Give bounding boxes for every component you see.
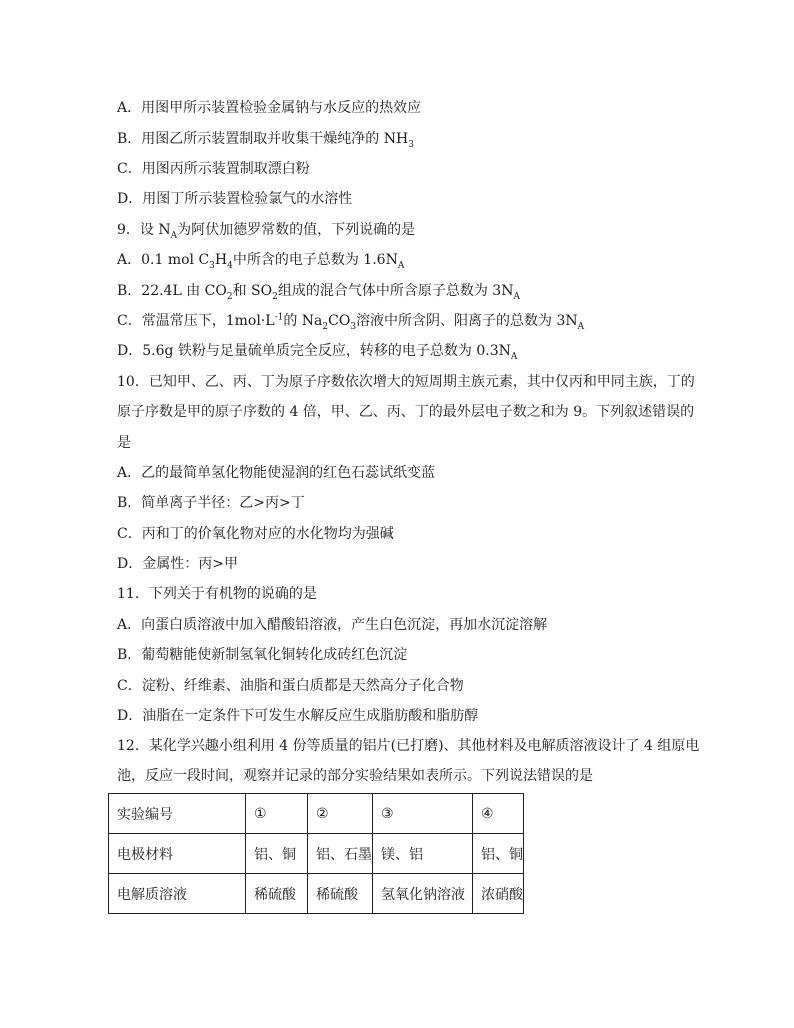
q9-option-d: D．5.6g 铁粉与足量硫单质完全反应，转移的电子总数为 $0.3N_A$ xyxy=(117,343,518,362)
table-cell: 电解质溶液 xyxy=(109,874,246,914)
table-cell: 稀硫酸 xyxy=(308,874,373,914)
table-cell: ① xyxy=(246,794,308,834)
table-row xyxy=(109,874,524,914)
table-cell: 铝、铜 xyxy=(473,834,524,874)
q9-option-a: A．0.1 mol $C_3H_4$中所含的电子总数为 $1.6N_A$ xyxy=(117,252,405,271)
table-cell: ② xyxy=(308,794,373,834)
q8-option-c: C．用图丙所示装置制取漂白粉 xyxy=(117,161,310,177)
table-row xyxy=(109,794,524,834)
q11-stem: 11．下列关于有机物的说确的是 xyxy=(117,586,317,602)
q11-option-c: C．淀粉、纤维素、油脂和蛋白质都是天然高分子化合物 xyxy=(117,678,464,694)
table-cell: 稀硫酸 xyxy=(246,874,308,914)
q12-stem-line-2: 池，反应一段时间，观察并记录的部分实验结果如表所示。下列说法错误的是 xyxy=(117,768,593,784)
table-cell: 电极材料 xyxy=(109,834,246,874)
q10-option-b: B．简单离子半径：乙>丙>丁 xyxy=(117,495,305,511)
table-cell: ④ xyxy=(473,794,524,834)
table-cell: 浓硝酸 xyxy=(473,874,524,914)
q10-option-c: C．丙和丁的价氧化物对应的水化物均为强碱 xyxy=(117,526,394,542)
q8-option-b: B．用图乙所示装置制取并收集干燥纯净的 $NH_3$ xyxy=(117,131,414,150)
q11-option-d: D．油脂在一定条件下可发生水解反应生成脂肪酸和脂肪醇 xyxy=(117,708,479,724)
table-cell: 铝、石墨 xyxy=(308,834,373,874)
q11-option-a: A．向蛋白质溶液中加入醋酸铅溶液，产生白色沉淀，再加水沉淀溶解 xyxy=(117,617,548,633)
q12-stem-line-1: 12．某化学兴趣小组利用 4 份等质量的铝片(已打磨)、其他材料及电解质溶液设计了 4 组原电 xyxy=(117,738,700,754)
table-cell: 氢氧化钠溶液 xyxy=(373,874,473,914)
q10-option-d: D．金属性：丙>甲 xyxy=(117,556,238,572)
q10-option-a: A．乙的最简单氢化物能使湿润的红色石蕊试纸变蓝 xyxy=(117,465,436,481)
q10-stem-line-1: 10．已知甲、乙、丙、丁为原子序数依次增大的短周期主族元素，其中仅丙和甲同主族，丁的 xyxy=(117,374,695,390)
experiment-table xyxy=(108,793,524,914)
q9-option-c: C．常温常压下，$1mol\cdot L^{-1}$的 $Na_2CO_3$溶液中所含阴、阳离子的总数为 $3N_A$ xyxy=(117,312,585,332)
table-cell: 铝、铜 xyxy=(246,834,308,874)
q10-stem-line-3: 是 xyxy=(117,435,131,451)
q9-stem: 9．设 $N_A$为阿伏加德罗常数的值，下列说确的是 xyxy=(117,222,416,241)
table-cell: 镁、铝 xyxy=(373,834,473,874)
q8-option-d: D．用图丁所示装置检验氯气的水溶性 xyxy=(117,191,353,207)
q11-option-b: B．葡萄糖能使新制氢氧化铜转化成砖红色沉淀 xyxy=(117,647,408,663)
table-cell: 实验编号 xyxy=(109,794,246,834)
table-row xyxy=(109,834,524,874)
q9-option-b: B．22.4L 由 $CO_2$和 $SO_2$组成的混合气体中所含原子总数为 $3N_A$ xyxy=(117,283,520,302)
q8-option-a: A．用图甲所示装置检验金属钠与水反应的热效应 xyxy=(117,100,422,116)
table-cell: ③ xyxy=(373,794,473,834)
q10-stem-line-2: 原子序数是甲的原子序数的 4 倍，甲、乙、丙、丁的最外层电子数之和为 9。下列叙述错误的 xyxy=(117,404,695,420)
